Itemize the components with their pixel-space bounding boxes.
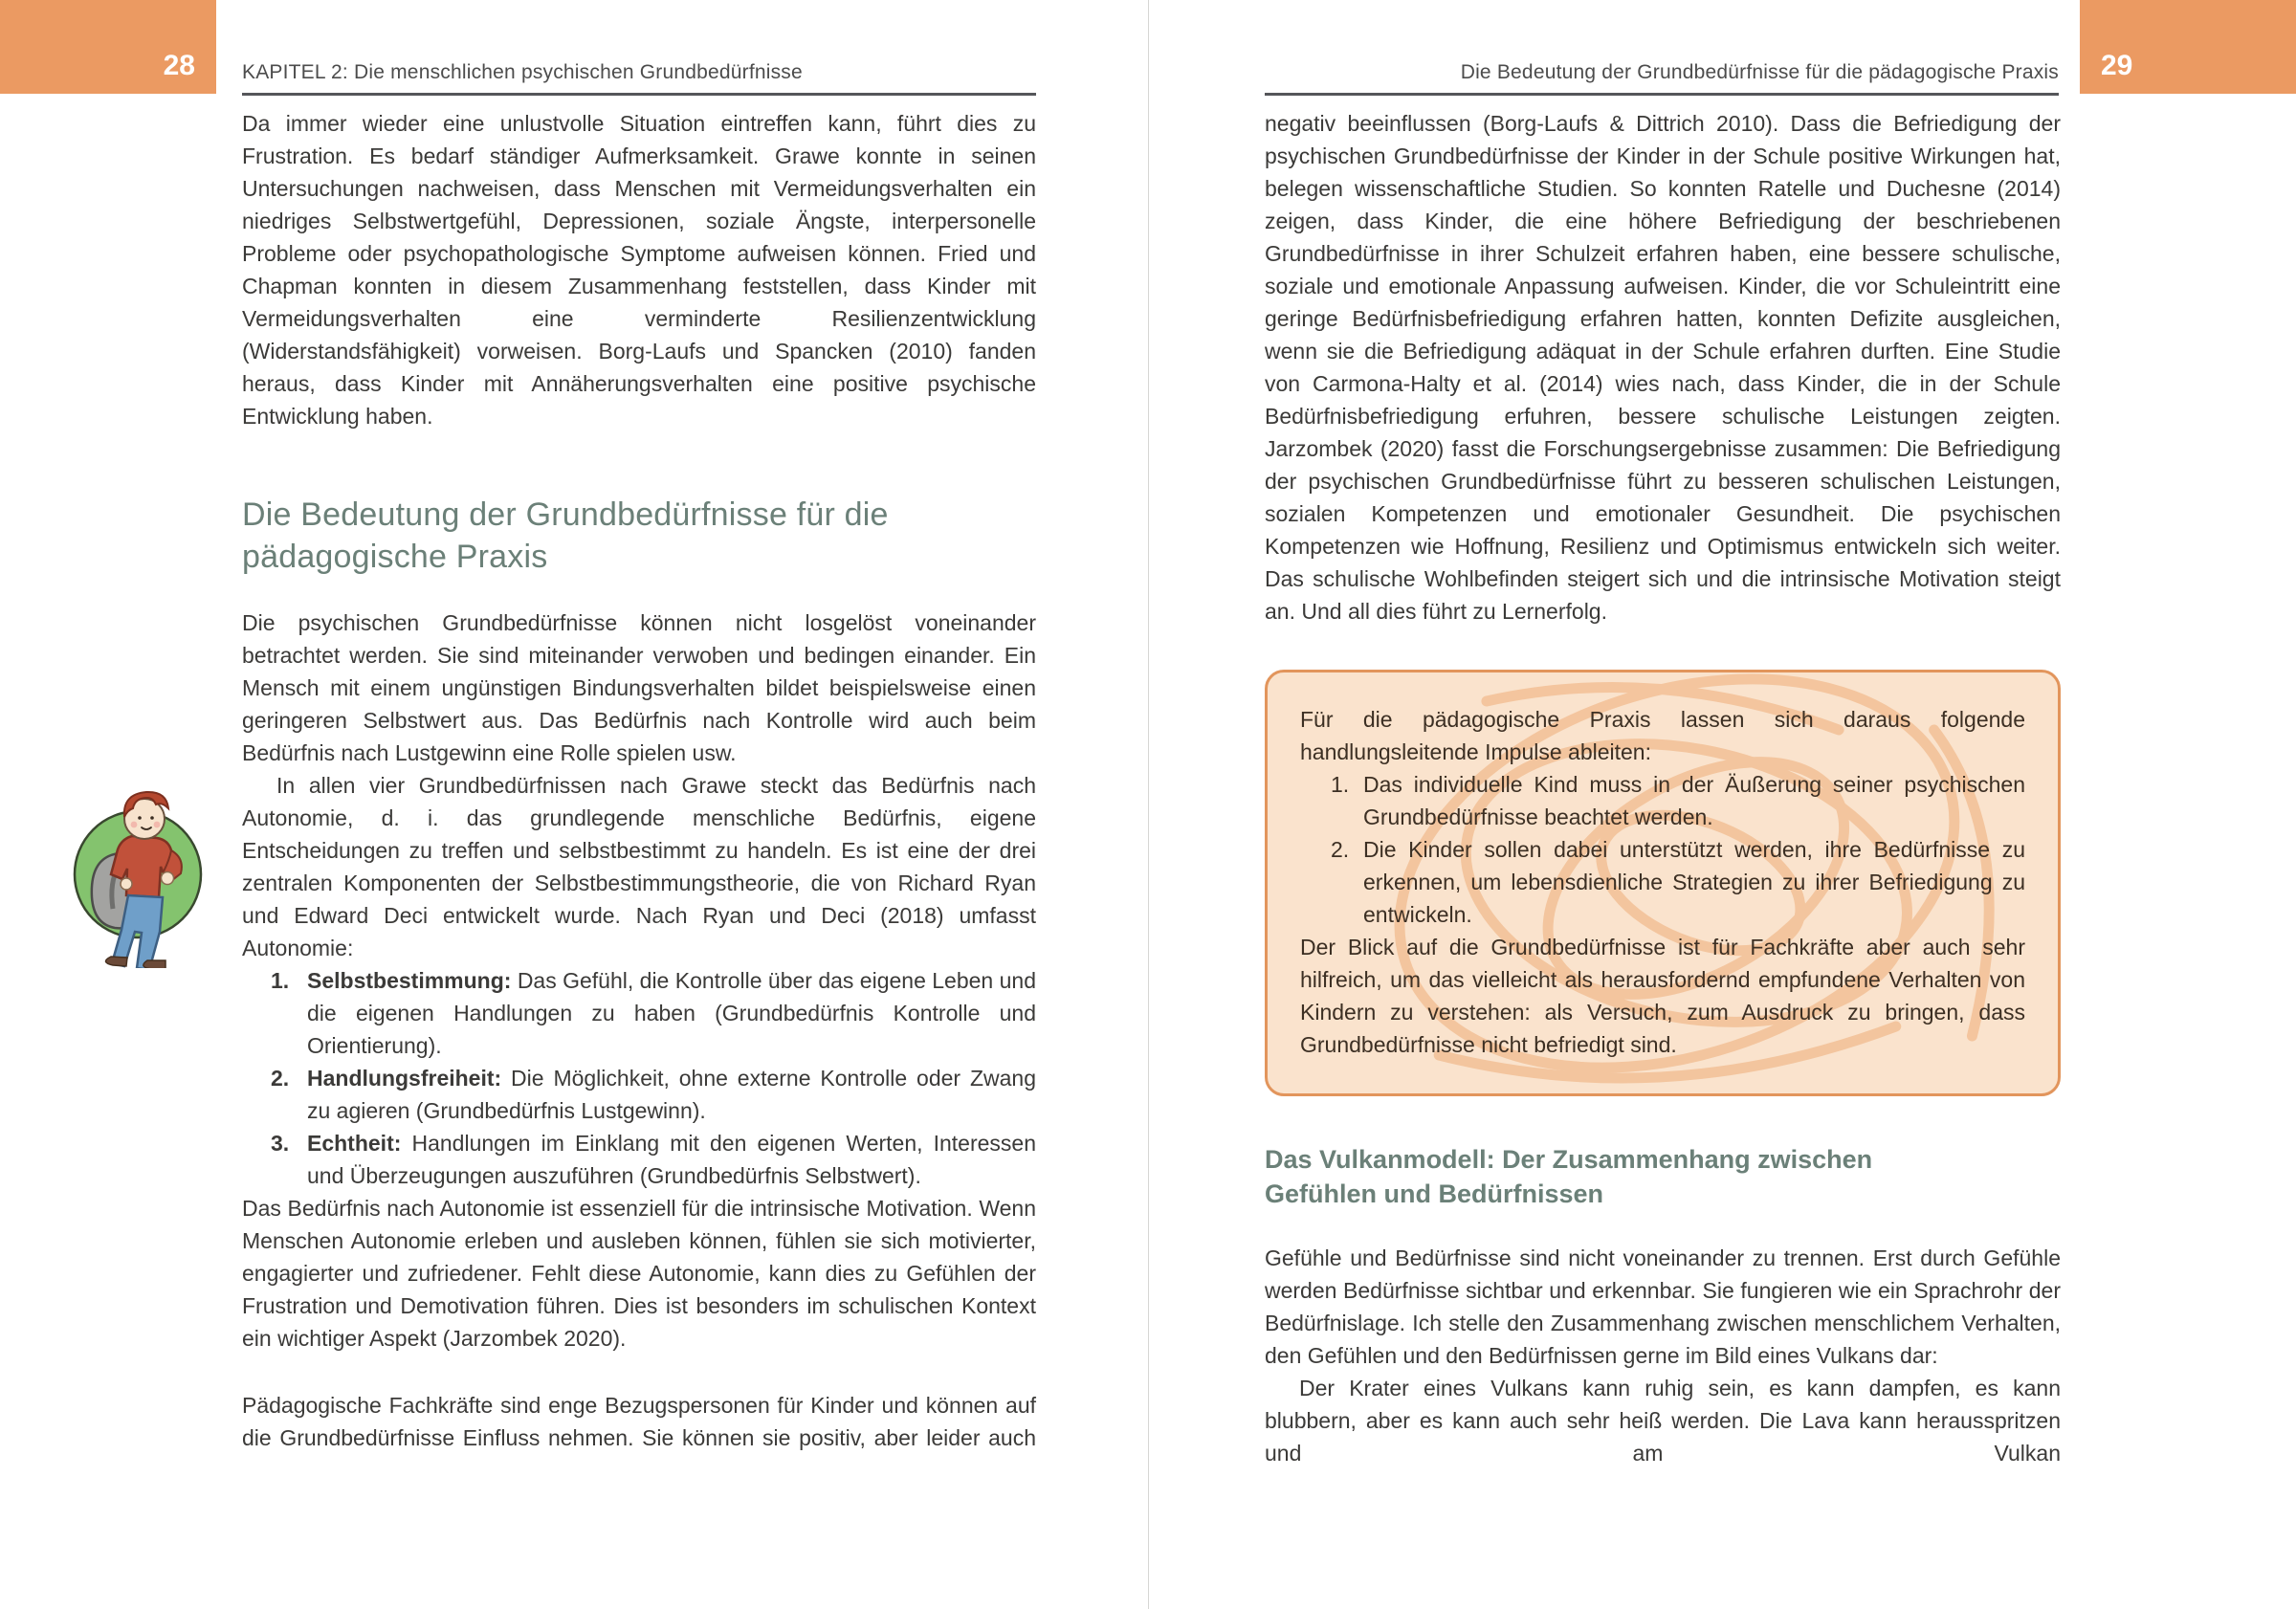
list-text	[307, 964, 1036, 1062]
list-body: Handlungen im Einklang mit den eigenen Werten, Interessen und Überzeugungen auszuführen (Grundbedürfnis Selbstwert).	[307, 1131, 1036, 1188]
impulse-list	[1300, 768, 2025, 931]
list-number: 3.	[271, 1131, 290, 1156]
paragraph: In allen vier Grundbedürfnissen nach Grawe steckt das Bedürfnis nach Autonomie, d. i. das grundlegende menschliche Bedürfnis, eigene Entscheidungen zu treffen und selbstbestimmt zu handeln. Es ist eine der drei zentralen Komponenten der Selbstbestimmungstheorie, die von Richard Ryan und Edward Deci entwickelt wurde. Nach Ryan und Deci (2018) umfasst Autonomie:	[242, 773, 1036, 960]
running-header-right	[1265, 0, 2059, 96]
page-number-tab-left	[0, 0, 216, 94]
box-intro: Für die pädagogische Praxis lassen sich daraus folgende handlungsleitende Impulse ableiten:	[1300, 707, 2025, 764]
list-body: Das Gefühl, die Kontrolle über das eigene Leben und die eigenen Handlungen zu haben (Grundbedürfnis Kontrolle und Orientierung).	[307, 968, 1036, 1058]
list-item	[1300, 768, 2025, 833]
left-page-column	[242, 107, 1036, 1454]
list-item	[1300, 833, 2025, 931]
list-text	[307, 1127, 1036, 1192]
list-body: Die Möglichkeit, ohne externe Kontrolle oder Zwang zu agieren (Grundbedürfnis Lustgewinn).	[307, 1066, 1036, 1123]
running-header-left	[242, 0, 1036, 96]
right-page-column	[1265, 107, 2061, 1469]
practice-impulse-box	[1265, 670, 2061, 1096]
list-item	[242, 964, 1036, 1062]
box-outro: Der Blick auf die Grundbedürfnisse ist für Fachkräfte aber auch sehr hilfreich, um das vielleicht als herausfordernd empfundene Verhalten von Kindern zu verstehen: als Versuch, zum Ausdruck zu bringen, dass Grundbedürfnisse nicht befriedigt sind.	[1300, 935, 2025, 1057]
list-item	[242, 1127, 1036, 1192]
autonomy-list	[242, 964, 1036, 1192]
paragraph: Da immer wieder eine unlustvolle Situation eintreffen kann, führt dies zu Frustration. Es bedarf ständiger Aufmerksamkeit. Grawe konnte in seinen Untersuchungen nachweisen, dass Menschen mit Vermeidungsverhalten ein niedriges Selbstwertgefühl, Depressionen, soziale Ängste, interpersonelle Probleme oder psychopathologische Symptome aufweisen können. Fried und Chapman konnten in diesem Zusammenhang feststellen, dass Kinder mit Vermeidungsverhalten eine verminderte Resilienzentwicklung (Widerstandsfähigkeit) vorweisen. Borg-Laufs und Spancken (2010) fanden heraus, dass Kinder mit Annäherungsverhalten eine positive psychische Entwicklung haben.	[242, 111, 1036, 429]
list-number: 2.	[1331, 837, 1350, 862]
list-number: 1.	[1331, 772, 1350, 797]
paragraph: negativ beeinflussen (Borg-Laufs & Dittrich 2010). Dass die Befriedigung der psychischen Grundbedürfnisse der Kinder in der Schule positive Wirkungen hat, belegen wissenschaftliche Studien. So konnten Ratelle und Duchesne (2014) zeigen, dass Kinder, die eine höhere Befriedigung der beschriebenen Grundbedürfnisse in ihrer Schulzeit erfahren haben, eine bessere schulische, soziale und emotionale Anpassung aufweisen. Kinder, die vor Schuleintritt eine geringe Bedürfnisbefriedigung erfahren hatten, konnten Defizite ausgleichen, wenn sie die Befriedigung adäquat in der Schule erfahren durften. Eine Studie von Carmona-Halty et al. (2014) wies nach, dass Kinder, die in der Schule Bedürfnisbefriedigung erfuhren, bessere schulische Leistungen zeigten. Jarzombek (2020) fasst die Forschungsergebnisse zusammen: Die Befriedigung der psychischen Grundbedürfnisse führt zu besseren schulischen Leistungen, sozialen Kompetenzen und emotionaler Gesundheit. Die psychischen Kompetenzen wie Hoffnung, Resilienz und Optimismus entwickeln sich weiter. Das schulische Wohlbefinden steigert sich und die intrinsische Motivation steigt an. Und all dies führt zu Lernerfolg.	[1265, 111, 2061, 624]
paragraph: Die psychischen Grundbedürfnisse können nicht losgelöst voneinander betrachtet werden. Sie sind miteinander verwoben und bedingen einander. Ein Mensch mit einem ungünstigen Bindungsverhalten bildet beispielsweise einen geringeren Selbstwert aus. Das Bedürfnis nach Kontrolle wird auch beim Bedürfnis nach Lustgewinn eine Rolle spielen usw.	[242, 610, 1036, 765]
child-with-backpack-icon	[55, 779, 220, 968]
impulse-box-content	[1300, 703, 2025, 1061]
section-heading: Die Bedeutung der Grundbedürfnisse für die pädagogische Praxis	[242, 496, 889, 575]
list-text: Die Kinder sollen dabei unterstützt werden, ihre Bedürfnisse zu erkennen, um lebensdienliche Strategien zu ihrer Befriedigung zu entwickeln.	[1363, 837, 2025, 927]
list-term: Handlungsfreiheit:	[307, 1066, 502, 1091]
page-gutter-divider	[1148, 0, 1149, 1609]
list-term: Echtheit:	[307, 1131, 402, 1156]
list-text: Das individuelle Kind muss in der Äußerung seiner psychischen Grundbedürfnisse beachtet werden.	[1363, 772, 2025, 829]
subsection-heading: Das Vulkanmodell: Der Zusammenhang zwischen Gefühlen und Bedürfnissen	[1265, 1145, 1873, 1208]
page-number: 28	[163, 50, 195, 81]
paragraph: Der Krater eines Vulkans kann ruhig sein, es kann dampfen, es kann blubbern, aber es kann auch sehr heiß werden. Die Lava kann herausspritzen und am Vulkan	[1265, 1376, 2061, 1466]
list-number: 2.	[271, 1066, 290, 1091]
list-text	[307, 1062, 1036, 1127]
running-header-text: KAPITEL 2: Die menschlichen psychischen Grundbedürfnisse	[242, 61, 803, 83]
paragraph: Pädagogische Fachkräfte sind enge Bezugspersonen für Kinder und können auf die Grundbedürfnisse Einfluss nehmen. Sie können sie positiv, aber leider auch	[242, 1393, 1036, 1450]
list-number: 1.	[271, 968, 290, 993]
page-number-tab-right	[2080, 0, 2296, 94]
running-header-text: Die Bedeutung der Grundbedürfnisse für die pädagogische Praxis	[1460, 61, 2059, 83]
list-term: Selbstbestimmung:	[307, 968, 512, 993]
paragraph: Das Bedürfnis nach Autonomie ist essenziell für die intrinsische Motivation. Wenn Menschen Autonomie erleben und ausleben können, fühlen sie sich motivierter, engagierter und zufriedener. Fehlt diese Autonomie, kann dies zu Gefühlen der Frustration und Demotivation führen. Dies ist besonders im schulischen Kontext ein wichtiger Aspekt (Jarzombek 2020).	[242, 1196, 1036, 1351]
paragraph: Gefühle und Bedürfnisse sind nicht voneinander zu trennen. Erst durch Gefühle werden Bedürfnisse sichtbar und erkennbar. Sie fungieren wie ein Sprachrohr der Bedürfnislage. Ich stelle den Zusammenhang zwischen menschlichem Verhalten, den Gefühlen und den Bedürfnissen gerne im Bild eines Vulkans dar:	[1265, 1245, 2061, 1368]
list-item	[242, 1062, 1036, 1127]
page-number: 29	[2101, 50, 2133, 81]
